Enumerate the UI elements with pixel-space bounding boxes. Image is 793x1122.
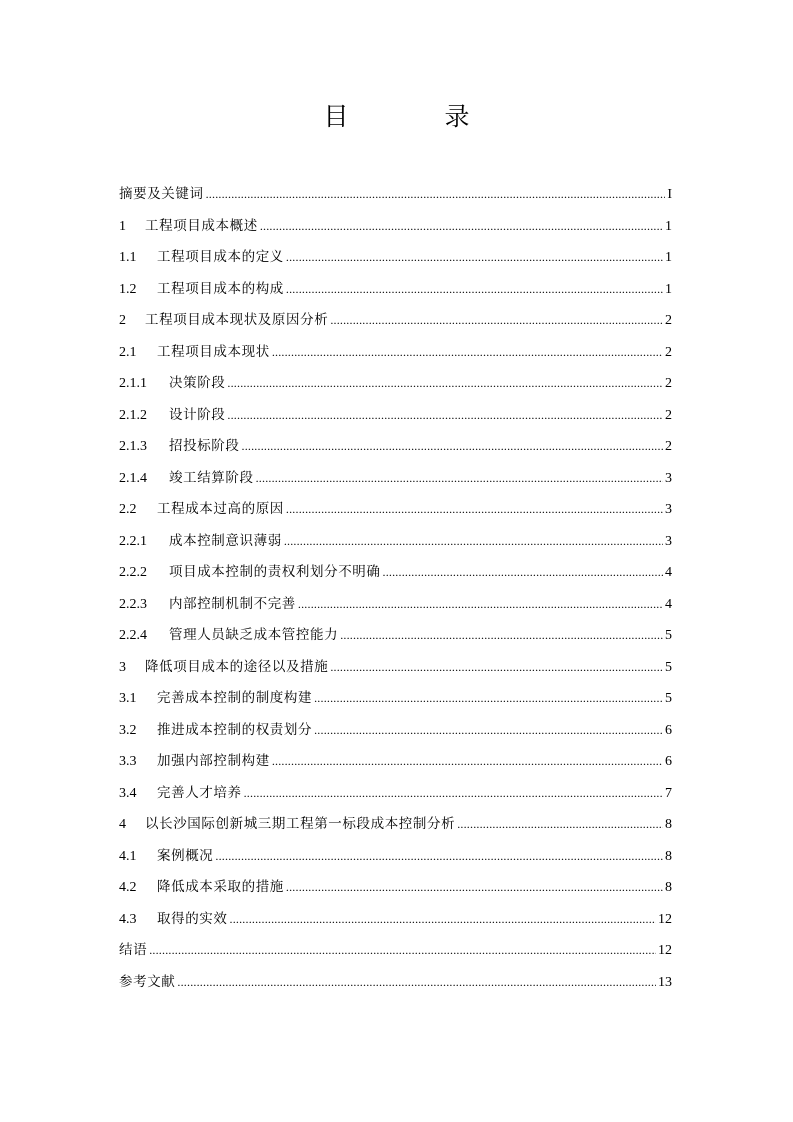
toc-entry-page-number: 7 xyxy=(665,785,672,801)
toc-entry-title: 工程项目成本概述 xyxy=(145,217,258,234)
toc-dot-leader xyxy=(227,368,663,400)
toc-entry-page-number: 5 xyxy=(665,628,672,643)
toc-entry-number: 2.2.2 xyxy=(119,565,147,580)
toc-entry-page-number: 4 xyxy=(665,596,672,612)
toc-entry-title: 摘要及关键词 xyxy=(119,186,204,202)
toc-entry-title: 降低项目成本的途径以及措施 xyxy=(145,658,329,675)
toc-entry-title: 工程项目成本现状 xyxy=(157,343,270,360)
toc-dot-leader xyxy=(177,967,656,999)
toc-entry[interactable] xyxy=(119,431,672,463)
toc-entry-number: 2.2.4 xyxy=(119,628,147,643)
toc-entry-page-number: 2 xyxy=(665,439,672,454)
toc-entry-page-number: 5 xyxy=(665,659,672,675)
toc-entry[interactable] xyxy=(119,463,672,495)
toc-entry-title: 设计阶段 xyxy=(169,406,226,423)
toc-entry-page-number: 2 xyxy=(665,344,672,360)
toc-dot-leader xyxy=(206,179,666,211)
toc-dot-leader xyxy=(272,337,663,369)
toc-entry-number: 3.3 xyxy=(119,754,137,769)
toc-entry-title: 工程项目成本的定义 xyxy=(157,249,284,265)
toc-entry-title: 管理人员缺乏成本管控能力 xyxy=(169,627,339,643)
toc-dot-leader xyxy=(284,526,663,558)
toc-entry-number: 1.2 xyxy=(119,281,137,297)
toc-entry-title: 内部控制机制不完善 xyxy=(169,595,296,612)
table-of-contents xyxy=(119,179,672,998)
page-title: 目 录 xyxy=(323,102,514,131)
toc-entry-page-number: 8 xyxy=(665,817,672,832)
toc-entry[interactable] xyxy=(119,494,672,526)
toc-dot-leader xyxy=(286,274,663,306)
toc-dot-leader xyxy=(244,778,663,810)
toc-entry-title: 完善成本控制的制度构建 xyxy=(157,690,313,706)
toc-dot-leader xyxy=(260,211,663,243)
toc-entry-number: 2.2.1 xyxy=(119,533,147,549)
toc-entry[interactable] xyxy=(119,904,672,936)
toc-dot-leader xyxy=(340,620,663,652)
toc-entry-page-number: 4 xyxy=(665,565,672,580)
toc-entry-title: 工程项目成本的构成 xyxy=(157,280,284,297)
toc-entry-number: 2.1.4 xyxy=(119,470,147,486)
toc-dot-leader xyxy=(286,872,663,904)
toc-entry-number: 3.4 xyxy=(119,785,137,801)
toc-dot-leader xyxy=(227,400,663,432)
toc-entry[interactable] xyxy=(119,872,672,904)
toc-entry-page-number: 3 xyxy=(665,470,672,486)
toc-entry-title: 项目成本控制的责权利划分不明确 xyxy=(169,564,381,580)
toc-entry-number: 2 xyxy=(119,313,126,328)
toc-dot-leader xyxy=(149,935,656,967)
toc-entry-number: 2.1 xyxy=(119,344,137,360)
toc-entry-title: 竣工结算阶段 xyxy=(169,469,254,486)
toc-dot-leader xyxy=(286,494,663,526)
toc-entry-number: 1 xyxy=(119,218,126,234)
toc-entry-title: 取得的实效 xyxy=(157,910,228,927)
toc-entry[interactable] xyxy=(119,589,672,621)
toc-entry-number: 3.1 xyxy=(119,691,137,706)
toc-dot-leader xyxy=(330,652,663,684)
toc-entry[interactable] xyxy=(119,305,672,337)
toc-entry-number: 2.1.2 xyxy=(119,407,147,423)
toc-entry[interactable] xyxy=(119,179,672,211)
toc-entry-number: 4 xyxy=(119,817,126,832)
toc-entry-page-number: 5 xyxy=(665,691,672,706)
toc-entry-title: 降低成本采取的措施 xyxy=(157,879,284,895)
toc-entry-title: 招投标阶段 xyxy=(169,438,240,454)
toc-entry-number: 2.2 xyxy=(119,502,137,517)
toc-entry-title: 成本控制意识薄弱 xyxy=(169,532,282,549)
toc-entry-title: 结语 xyxy=(119,942,148,958)
toc-dot-leader xyxy=(314,715,663,747)
toc-entry[interactable] xyxy=(119,274,672,306)
toc-entry-title: 参考文献 xyxy=(119,973,176,990)
toc-entry-page-number: 1 xyxy=(665,281,672,297)
toc-entry[interactable] xyxy=(119,746,672,778)
toc-dot-leader xyxy=(330,305,663,337)
toc-entry-page-number: 6 xyxy=(665,722,672,738)
toc-dot-leader xyxy=(242,431,664,463)
toc-entry[interactable] xyxy=(119,242,672,274)
toc-entry-page-number: 13 xyxy=(658,974,672,990)
toc-dot-leader xyxy=(215,841,663,873)
toc-dot-leader xyxy=(457,809,663,841)
toc-entry-page-number: I xyxy=(667,187,672,202)
toc-entry[interactable] xyxy=(119,620,672,652)
toc-dot-leader xyxy=(298,589,663,621)
toc-dot-leader xyxy=(314,683,663,715)
toc-entry-page-number: 2 xyxy=(665,407,672,423)
toc-entry[interactable] xyxy=(119,368,672,400)
toc-entry-number: 4.2 xyxy=(119,880,137,895)
toc-entry-title: 完善人才培养 xyxy=(157,784,242,801)
toc-entry-page-number: 3 xyxy=(665,533,672,549)
toc-entry[interactable] xyxy=(119,715,672,747)
toc-entry-number: 2.1.1 xyxy=(119,376,147,391)
toc-entry-number: 3 xyxy=(119,659,126,675)
toc-entry-page-number: 2 xyxy=(665,313,672,328)
toc-entry[interactable] xyxy=(119,526,672,558)
toc-entry-title: 决策阶段 xyxy=(169,375,226,391)
toc-entry[interactable] xyxy=(119,652,672,684)
toc-dot-leader xyxy=(286,242,663,274)
toc-entry[interactable] xyxy=(119,809,672,841)
toc-entry-number: 1.1 xyxy=(119,250,137,265)
toc-entry-page-number: 3 xyxy=(665,502,672,517)
toc-entry-title: 案例概况 xyxy=(157,847,214,864)
toc-entry[interactable] xyxy=(119,683,672,715)
toc-entry-page-number: 8 xyxy=(665,880,672,895)
toc-entry-title: 加强内部控制构建 xyxy=(157,753,270,769)
toc-entry[interactable] xyxy=(119,557,672,589)
toc-entry-title: 工程成本过高的原因 xyxy=(157,501,284,517)
toc-entry[interactable] xyxy=(119,935,672,967)
toc-entry-title: 推进成本控制的权责划分 xyxy=(157,721,313,738)
toc-dot-leader xyxy=(383,557,664,589)
toc-entry[interactable] xyxy=(119,967,672,999)
toc-dot-leader xyxy=(230,904,657,936)
toc-entry-page-number: 1 xyxy=(665,250,672,265)
toc-entry-number: 4.3 xyxy=(119,911,137,927)
toc-entry[interactable] xyxy=(119,841,672,873)
toc-dot-leader xyxy=(272,746,663,778)
toc-entry[interactable] xyxy=(119,211,672,243)
toc-dot-leader xyxy=(256,463,663,495)
toc-entry-number: 4.1 xyxy=(119,848,137,864)
toc-entry-number: 2.2.3 xyxy=(119,596,147,612)
toc-entry[interactable] xyxy=(119,778,672,810)
toc-entry-title: 以长沙国际创新城三期工程第一标段成本控制分析 xyxy=(145,816,456,832)
toc-entry-page-number: 1 xyxy=(665,218,672,234)
toc-entry-page-number: 6 xyxy=(665,754,672,769)
toc-entry-page-number: 8 xyxy=(665,848,672,864)
toc-entry-page-number: 12 xyxy=(658,911,672,927)
toc-entry-page-number: 2 xyxy=(665,376,672,391)
toc-entry-page-number: 12 xyxy=(658,943,672,958)
toc-entry[interactable] xyxy=(119,400,672,432)
toc-entry-number: 3.2 xyxy=(119,722,137,738)
toc-entry[interactable] xyxy=(119,337,672,369)
toc-entry-number: 2.1.3 xyxy=(119,439,147,454)
toc-entry-title: 工程项目成本现状及原因分析 xyxy=(145,312,329,328)
